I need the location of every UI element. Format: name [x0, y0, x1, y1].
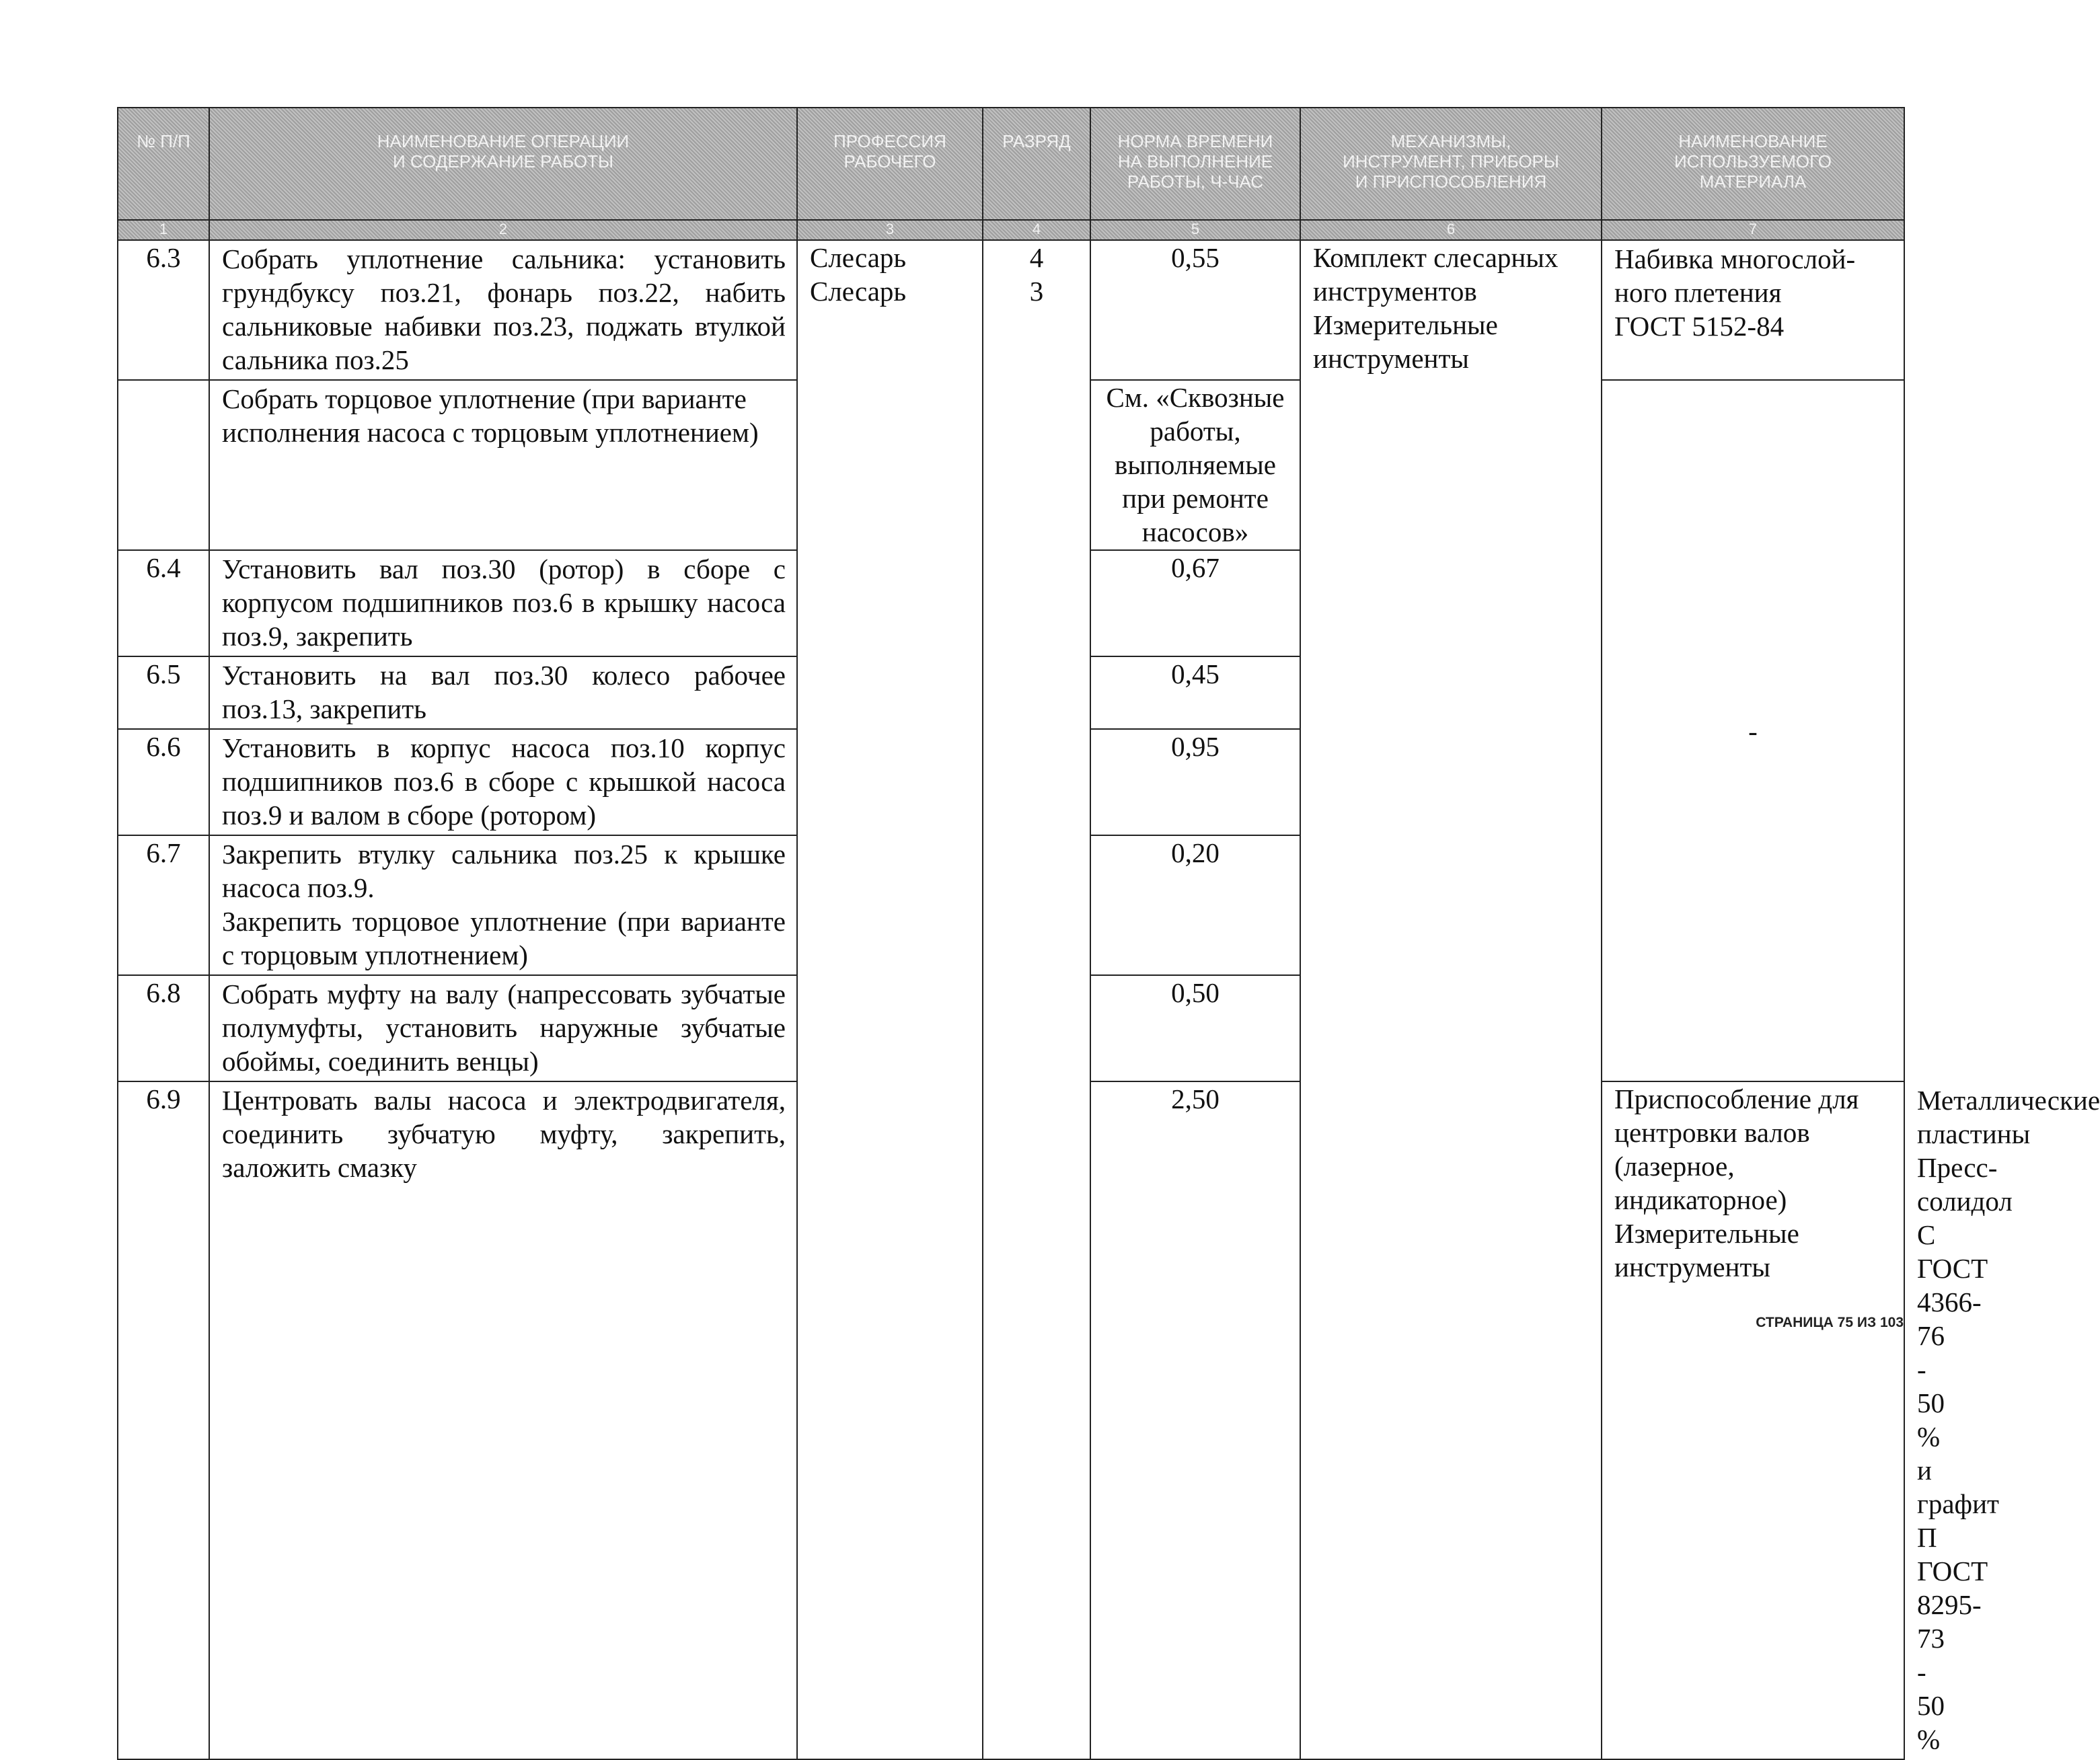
- operation-text: Установить на вал поз.30 колесо рабочее поз.13, закрепить: [209, 656, 797, 729]
- header-row: [118, 108, 1904, 220]
- time-norm: См. «Сквозные работы, выполняемые при ремонте насосов»: [1090, 380, 1300, 550]
- column-number-row: [118, 220, 1904, 240]
- row-number: 6.4: [118, 550, 209, 656]
- row-number: 6.5: [118, 656, 209, 729]
- column-number: 3: [797, 220, 983, 240]
- material-cell: Набивка многослой- ного плетения ГОСТ 5152-84: [1602, 240, 1904, 380]
- operation-text: Центровать валы насоса и электродвигателя, соединить зубчатую муфту, закрепить, заложить смазку: [209, 1081, 797, 1759]
- header-col-time-norm: НОРМА ВРЕМЕНИ НА ВЫПОЛНЕНИЕ РАБОТЫ, Ч-ЧАС: [1090, 108, 1300, 220]
- header-col-operation: НАИМЕНОВАНИЕ ОПЕРАЦИИ И СОДЕРЖАНИЕ РАБОТЫ: [209, 108, 797, 220]
- time-norm: 0,95: [1090, 729, 1300, 835]
- page-number: СТРАНИЦА 75 ИЗ 103: [1756, 1315, 1904, 1330]
- column-number: 2: [209, 220, 797, 240]
- tools-cell: Комплект слесарных инструментов Измерительные инструменты: [1300, 240, 1602, 1759]
- header-col-profession: ПРОФЕССИЯ РАБОЧЕГО: [797, 108, 983, 220]
- row-number: 6.3: [118, 240, 209, 380]
- operation-text: Установить в корпус насоса поз.10 корпус подшипников поз.6 в сборе с крышкой насоса поз.9 и валом в сборе (ротором): [209, 729, 797, 835]
- operation-text: Собрать муфту на валу (напрессовать зубчатые полумуфты, установить наружные зубчатые обоймы, соединить венцы): [209, 975, 797, 1081]
- header-col-number: № П/П: [118, 108, 209, 220]
- operation-text: Собрать торцовое уплотнение (при варианте исполнения насоса с торцовым уплотнением): [209, 380, 797, 550]
- operations-table: [117, 107, 2100, 1760]
- grade-cell: 4 3: [983, 240, 1090, 1759]
- row-number: 6.6: [118, 729, 209, 835]
- time-norm: 0,50: [1090, 975, 1300, 1081]
- operation-text: Закрепить втулку сальника поз.25 к крышке насоса поз.9. Закрепить торцовое уплотнение (при варианте с торцовым уплотнением): [209, 835, 797, 975]
- table-row: 6.9 Центровать валы насоса и электродвигателя, соединить зубчатую муфту, закрепить, заложить смазку 2,50 Приспособление для центровки валов (лазерное, индикаторное) Измерительные инструменты Металлические пластины Пресс-солидол С ГОСТ 4366-76 - 50 % и графит П ГОСТ 8295-73 - 50 %: [118, 1081, 1904, 1759]
- row-number: 6.8: [118, 975, 209, 1081]
- header-col-grade: РАЗРЯД: [983, 108, 1090, 220]
- time-norm: 0,45: [1090, 656, 1300, 729]
- operation-text: Собрать уплотнение сальника: установить грундбуксу поз.21, фонарь поз.22, набить сальниковые набивки поз.23, поджать втулкой сальника поз.25: [209, 240, 797, 380]
- table-row: [118, 240, 1904, 380]
- tools-cell: Приспособление для центровки валов (лазерное, индикаторное) Измерительные инструменты: [1602, 1081, 1904, 1759]
- time-norm: 0,67: [1090, 550, 1300, 656]
- header-col-tools: МЕХАНИЗМЫ, ИНСТРУМЕНТ, ПРИБОРЫ И ПРИСПОСОБЛЕНИЯ: [1300, 108, 1602, 220]
- row-number: 6.7: [118, 835, 209, 975]
- column-number: 4: [983, 220, 1090, 240]
- material-cell: [1602, 380, 1904, 1081]
- column-number: 7: [1602, 220, 1904, 240]
- header-col-material: НАИМЕНОВАНИЕ ИСПОЛЬЗУЕМОГО МАТЕРИАЛА: [1602, 108, 1904, 220]
- material-dash: -: [1748, 715, 1758, 747]
- column-number: 6: [1300, 220, 1602, 240]
- column-number: 1: [118, 220, 209, 240]
- time-norm: 0,55: [1090, 240, 1300, 380]
- row-number: [118, 380, 209, 550]
- profession-cell: Слесарь Слесарь: [797, 240, 983, 1759]
- operation-text: Установить вал поз.30 (ротор) в сборе с корпусом подшипников поз.6 в крышку насоса поз.9, закрепить: [209, 550, 797, 656]
- time-norm: 0,20: [1090, 835, 1300, 975]
- time-norm: 2,50: [1090, 1081, 1300, 1759]
- column-number: 5: [1090, 220, 1300, 240]
- row-number: 6.9: [118, 1081, 209, 1759]
